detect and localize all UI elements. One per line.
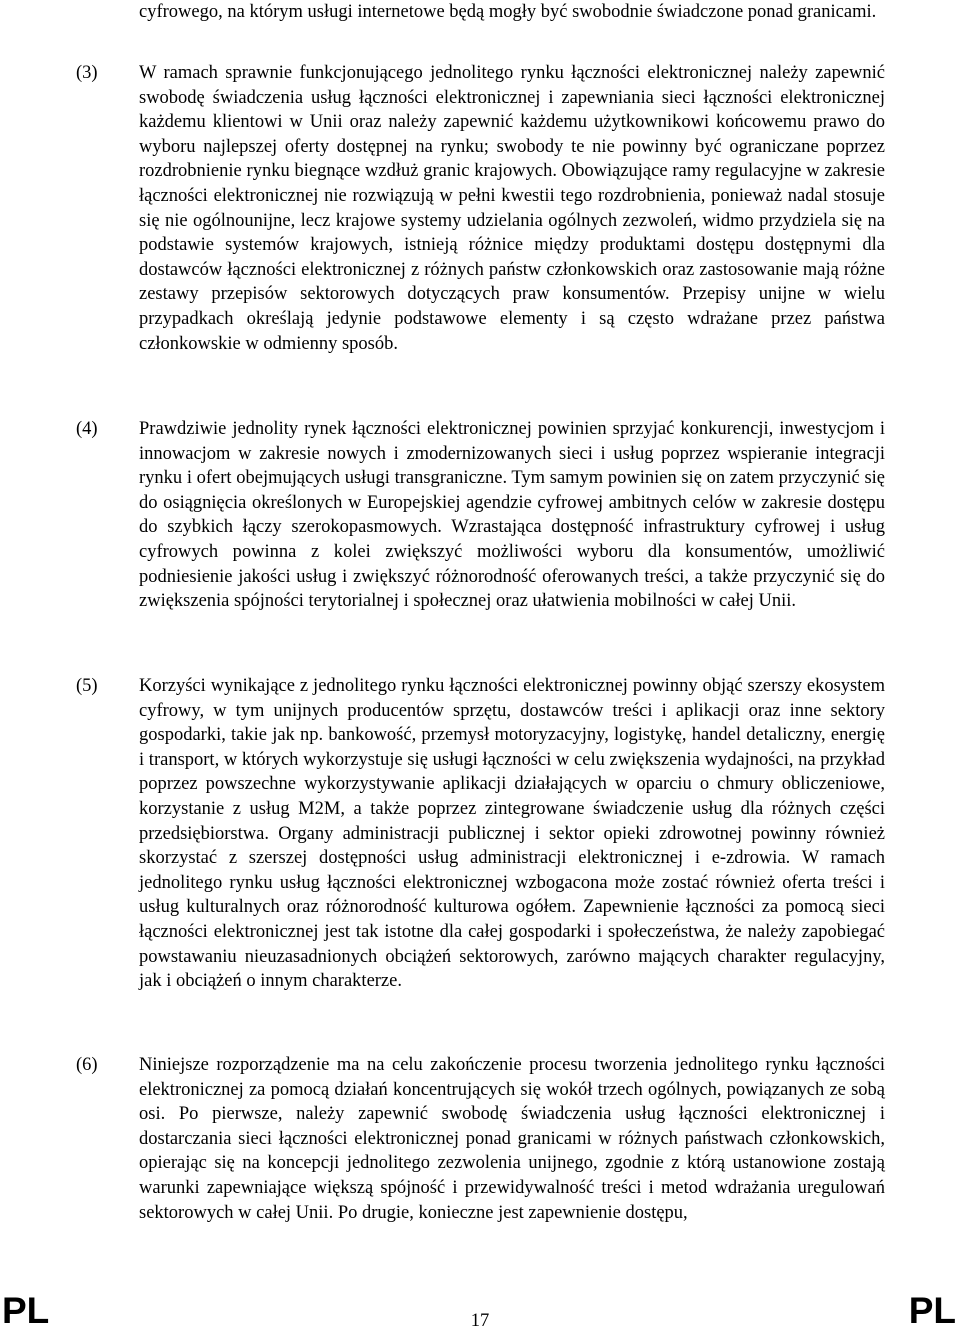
paragraph-number: (6) [76,1055,98,1075]
paragraph-number: (5) [76,676,98,696]
paragraph-text: W ramach sprawnie funkcjonującego jednolitego rynku łączności elektronicznej należy zapewnić swobodę świadczenia usług łączności elektronicznej i zapewniania sieci łączności elektronicznej każdemu klientowi w Unii oraz należy zapewnić każdemu użytkownikowi końcowemu prawo do wyboru najlepszej oferty dostępnej na rynku; swobody te nie powinny być ograniczane poprzez rozdrobnienie rynku biegnące wzdłuż granic krajowych. Obowiązujące ramy regulacyjne w zakresie łączności elektronicznej nie rozwiązują w pełni kwestii tego rozdrobnienia, ponieważ nadal stosuje się nie ogólnounijne, lecz krajowe systemy udzielania ogólnych zezwoleń, widmo przydziela się na podstawie systemów krajowych, istnieją różnice między produktami dostępu dostępnymi dla dostawców łączności elektronicznej z różnych państw członkowskich oraz zastosowanie mają różne zestawy przepisów sektorowych dotyczących praw konsumentów. Przepisy unijne w wielu przypadkach określają jedynie podstawowe elementy i są często wdrażane przez państwa członkowskie w odmienny sposób. [139,63,885,354]
paragraph-text: Korzyści wynikające z jednolitego rynku łączności elektronicznej powinny objąć szerszy ekosystem cyfrowy, w tym unijnych producentów sprzętu, dostawców treści i aplikacji oraz inne sektory gospodarki, takie jak np. bankowość, przemysł motoryzacyjny, logistykę, handel detaliczny, energię i transport, w których wykorzystuje się usługi łączności w celu zwiększenia wydajności, na przykład poprzez powszechne wykorzystywanie aplikacji działających w oparciu o chmury obliczeniowe, korzystanie z usług M2M, a także poprzez zintegrowane świadczenie usług dla różnych części przedsiębiorstwa. Organy administracji publicznej i sektor opieki zdrowotnej powinny również skorzystać z szerszej dostępności usług administracji elektronicznej i e-zdrowia. W ramach jednolitego rynku usług łączności elektronicznej wzbogacona może zostać również oferta treści i usług kulturalnych oraz różnorodność kulturowa ogółem. Zapewnienie łączności za pomocą sieci łączności elektronicznej jest tak istotne dla całej gospodarki i społeczeństwa, że należy zapobiegać powstawaniu nieuzasadnionych obciążeń sektorowych, zarówno mających charakter regulacyjny, jak i obciążeń o innym charakterze. [139,676,885,992]
page-number: 17 [470,1311,490,1331]
paragraph-number: (4) [76,419,98,439]
paragraph-number: (3) [76,63,98,83]
continuation-paragraph: cyfrowego, na którym usługi internetowe będą mogły być swobodnie świadczone ponad granicami. [139,2,877,22]
paragraph-text: Prawdziwie jednolity rynek łączności elektronicznej powinien sprzyjać konkurencji, inwestycjom i innowacjom w zakresie nowych i zmodernizowanych sieci i usług poprzez wspieranie integracji rynku i ofert obejmujących usługi transgraniczne. Tym samym powinien się on zatem przyczynić się do osiągnięcia określonych w Europejskiej agendzie cyfrowej ambitnych celów w zakresie dostępu do szybkich łączy szerokopasmowych. Wzrastająca dostępność infrastruktury cyfrowej i usług cyfrowych powinna z kolei zwiększyć możliwości wyboru dla konsumentów, umożliwić podniesienie jakości usług i zwiększyć różnorodność oferowanych treści, a także przyczynić się do zwiększenia spójności terytorialnej i społecznej oraz ułatwienia mobilności w całej Unii. [139,419,885,612]
language-label-left: PL [2,1290,50,1331]
paragraph-text: Niniejsze rozporządzenie ma na celu zakończenie procesu tworzenia jednolitego rynku łączności elektronicznej za pomocą działań koncentrujących się wokół trzech ogólnych, powiązanych ze sobą osi. Po pierwsze, należy zapewnić swobodę świadczenia usług łączności elektronicznej i dostarczania sieci łączności elektronicznej ponad granicami w różnych państwach członkowskich, opierając się na koncepcji jednolitego zezwolenia unijnego, zgodnie z którą ustanowione zostają warunki zapewniające większą spójność i przewidywalność treści i metod wdrażania uregulowań sektorowych w całej Unii. Po drugie, konieczne jest zapewnienie dostępu, [139,1055,885,1223]
language-label-right: PL [908,1290,956,1331]
